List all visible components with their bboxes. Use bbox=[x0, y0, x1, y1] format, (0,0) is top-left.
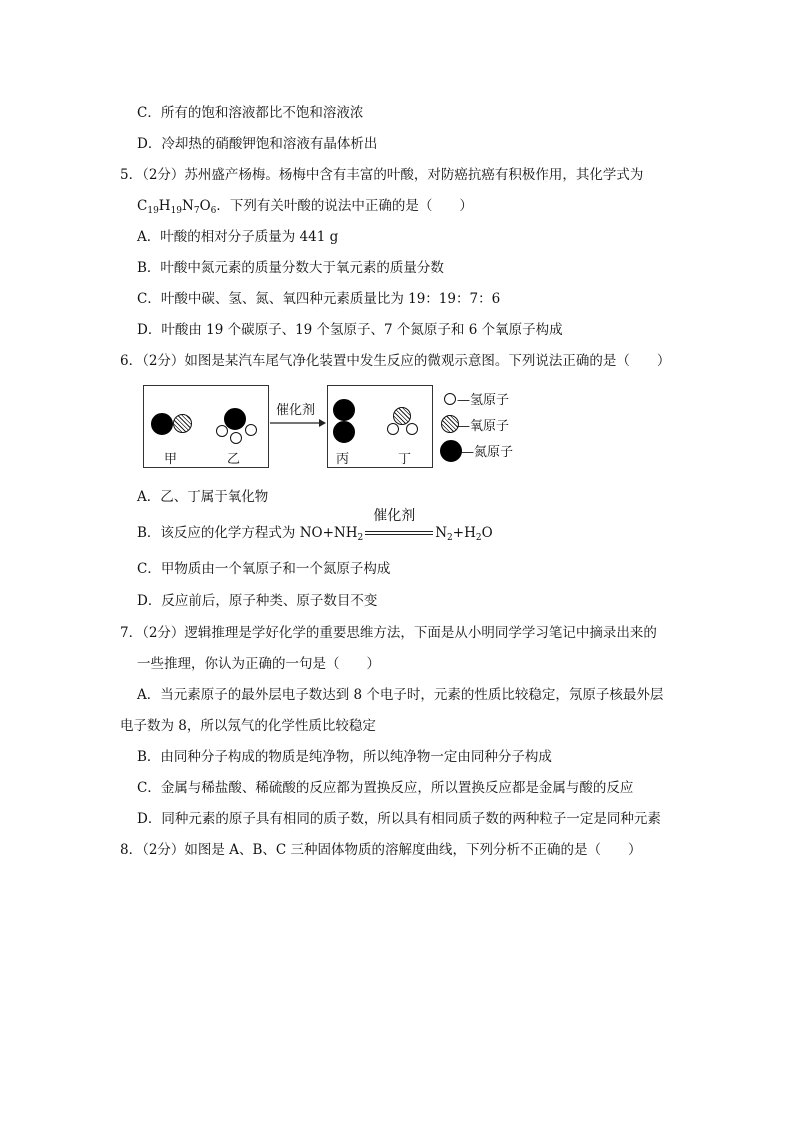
label-ding: 丁 bbox=[398, 452, 412, 467]
reaction-arrow bbox=[270, 418, 326, 428]
jia-nitrogen-atom bbox=[151, 413, 173, 435]
label-bing: 丙 bbox=[336, 452, 350, 467]
yi-hydrogen-atom-2 bbox=[230, 432, 242, 444]
q4-option-c: C．所有的饱和溶液都比不饱和溶液浓 bbox=[137, 105, 364, 121]
q8-stem: 8．（2分）如图是 A、B、C 三种固体物质的溶解度曲线，下列分析不正确的是（ ） bbox=[120, 842, 642, 858]
legend-hydrogen-label: —氢原子 bbox=[457, 393, 510, 408]
bing-nitrogen-atom-2 bbox=[333, 421, 355, 443]
legend-hydrogen-atom bbox=[444, 393, 456, 405]
q7-option-c: C．金属与稀盐酸、稀硫酸的反应都为置换反应，所以置换反应都是金属与酸的反应 bbox=[137, 780, 634, 796]
q5-option-b: B．叶酸中氮元素的质量分数大于氧元素的质量分数 bbox=[137, 260, 444, 276]
q7-option-d: D．同种元素的原子具有相同的质子数，所以具有相同质子数的两种粒子一定是同种元素 bbox=[137, 811, 661, 827]
q6-option-a: A．乙、丁属于氧化物 bbox=[137, 489, 269, 505]
catalyst-condition: 催化剂 bbox=[363, 524, 435, 542]
q7-option-b: B．由同种分子构成的物质是纯净物，所以纯净物一定由同种分子构成 bbox=[137, 749, 552, 765]
q5-stem-line1: 5．（2分）苏州盛产杨梅。杨梅中含有丰富的叶酸，对防癌抗癌有积极作用，其化学式为 bbox=[120, 167, 644, 183]
q6-option-d: D．反应前后，原子种类、原子数目不变 bbox=[137, 593, 378, 609]
q5-formula: $C_{19}H_{19}N_7O_6$ bbox=[137, 198, 217, 216]
q7-option-a-line1: A．当元素原子的最外层电子数达到 8 个电子时，元素的性质比较稳定，氖原子核最外层 bbox=[137, 687, 664, 703]
legend-nitrogen-atom bbox=[440, 440, 462, 462]
ding-hydrogen-atom-1 bbox=[387, 423, 399, 435]
q4-option-d: D．冷却热的硝酸钾饱和溶液有晶体析出 bbox=[137, 136, 378, 152]
catalyst-label: 催化剂 bbox=[276, 403, 316, 418]
yi-nitrogen-atom bbox=[224, 408, 246, 430]
q5-stem-line2: $C_{19}H_{19}N_7O_6$．下列有关叶酸的说法中正确的是（ ） bbox=[137, 198, 473, 216]
label-jia: 甲 bbox=[164, 452, 178, 467]
q6-option-b: B．该反应的化学方程式为 $NO+NH_2$ 催化剂 $N_2+H_2O$ bbox=[137, 508, 493, 543]
q7-stem-line2: 一些推理，你认为正确的一句是（ ） bbox=[137, 656, 380, 672]
legend-nitrogen-label: —氮原子 bbox=[461, 445, 514, 460]
bing-nitrogen-atom-1 bbox=[333, 399, 355, 421]
q7-option-a-line2: 电子数为 8，所以氖气的化学性质比较稳定 bbox=[120, 718, 376, 734]
q6-option-c: C．甲物质由一个氧原子和一个氮原子构成 bbox=[137, 561, 391, 577]
legend-oxygen-label: —氧原子 bbox=[457, 419, 510, 434]
yi-hydrogen-atom-1 bbox=[216, 425, 228, 437]
yi-hydrogen-atom-3 bbox=[245, 424, 257, 436]
ding-hydrogen-atom-2 bbox=[406, 423, 418, 435]
q6-stem: 6．（2分）如图是某汽车尾气净化装置中发生反应的微观示意图。下列说法正确的是（ ） bbox=[120, 353, 671, 369]
ding-oxygen-atom bbox=[393, 407, 411, 425]
q5-option-c: C．叶酸中碳、氢、氮、氧四种元素质量比为 19：19：7：6 bbox=[137, 291, 501, 307]
q5-option-a: A．叶酸的相对分子质量为 441 g bbox=[137, 229, 339, 245]
label-yi: 乙 bbox=[227, 452, 241, 467]
q5-option-d: D．叶酸由 19 个碳原子、19 个氢原子、7 个氮原子和 6 个氧原子构成 bbox=[137, 322, 563, 338]
jia-oxygen-atom bbox=[173, 414, 192, 433]
q7-stem-line1: 7．（2分）逻辑推理是学好化学的重要思维方法，下面是从小明同学学习笔记中摘录出来的 bbox=[120, 625, 657, 641]
reaction-diagram bbox=[143, 385, 523, 475]
